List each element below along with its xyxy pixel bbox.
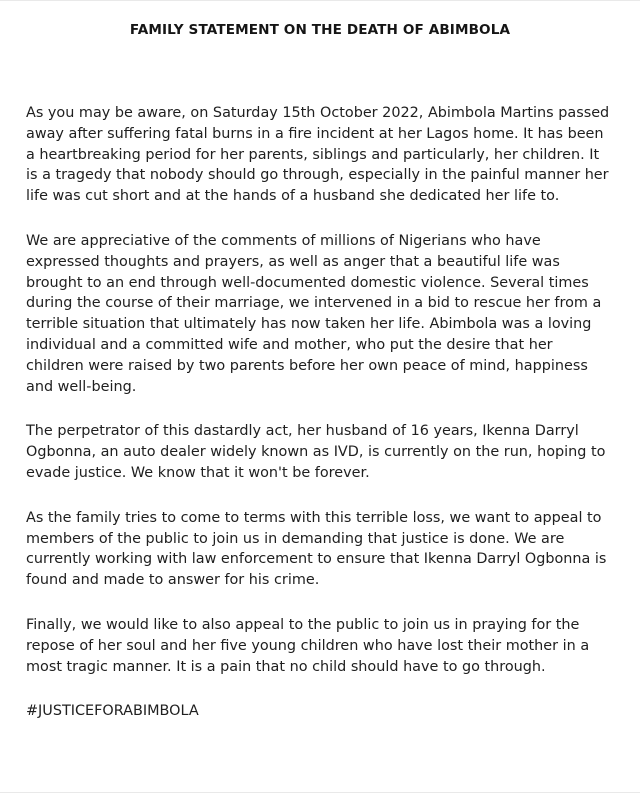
statement-body [26, 103, 614, 722]
paragraph-perpetrator: The perpetrator of this dastardly act, her husband of 16 years, Ikenna Darryl Ogbonna, an auto dealer widely known as IVD, is currently on the run, hoping to evade justice. We know that it won't be forever. [26, 423, 606, 481]
paragraph-announcement: As you may be aware, on Saturday 15th October 2022, Abimbola Martins passed away after suffering fatal burns in a fire incident at her Lagos home. It has been a heartbreaking period for her parents, siblings and particularly, her children. It is a tragedy that nobody should go through, especially in the painful manner her life was cut short and at the hands of a husband she dedicated her life to. [26, 105, 610, 205]
paragraph-appreciation: We are appreciative of the comments of millions of Nigerians who have expressed thoughts and prayers, as well as anger that a beautiful life was brought to an end through well-documented domestic violence. Several times during the course of their marriage, we intervened in a bid to rescue her from a terrible situation that ultimately has now taken her life. Abimbola was a loving individual and a committed wife and mother, who put the desire that her children were raised by two parents before her own peace of mind, happiness and well-being. [26, 232, 602, 395]
statement-title: FAMILY STATEMENT ON THE DEATH OF ABIMBOLA [129, 22, 511, 38]
paragraph-prayer: Finally, we would like to also appeal to the public to join us in praying for the repose of her soul and her five young children who have lost their mother in a most tragic manner. It is a pain that no child should have to go through. [26, 616, 590, 675]
hashtag-text: #JUSTICEFORABIMBOLA [26, 703, 199, 720]
paragraph-appeal: As the family tries to come to terms with this terrible loss, we want to appeal to members of the public to join us in demanding that justice is done. We are currently working with law enforcement to ensure that Ikenna Darryl Ogbonna is found and made to answer for his crime. [26, 509, 607, 589]
